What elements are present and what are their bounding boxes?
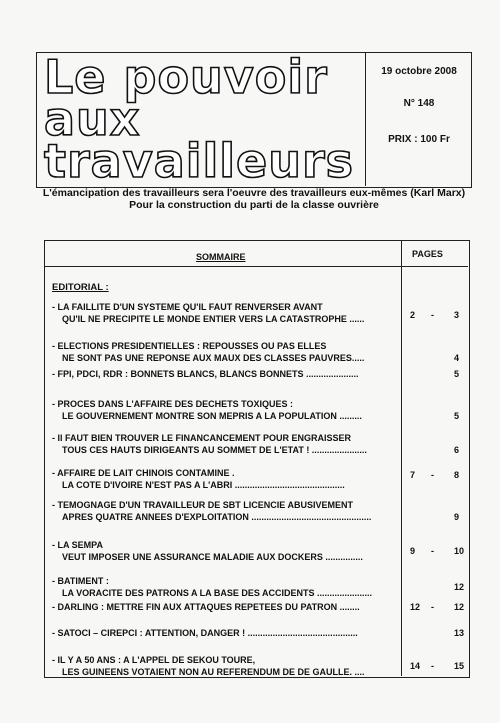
toc-entry-line: NE SONT PAS UNE REPONSE AUX MAUX DES CLASSES PAUVRES.....	[62, 352, 365, 363]
toc-page-range-dash: -	[431, 546, 434, 556]
toc-entry	[52, 399, 402, 422]
toc-entry-line: - ELECTIONS PRESIDENTIELLES : REPOUSSES OU PAS ELLES	[52, 341, 327, 351]
toc-entry-line: LA VORACITE DES PATRONS A LA BASE DES ACCIDENTS ......................	[62, 587, 373, 598]
toc-entry-line: - IL Y A 50 ANS : A L'APPEL DE SEKOU TOURE,	[52, 655, 256, 665]
toc-page-end: 12	[454, 602, 465, 612]
toc-entry	[52, 302, 402, 325]
toc-entry-line: - BATIMENT :	[52, 576, 109, 586]
toc-entry-line: QU'IL NE PRECIPITE LE MONDE ENTIER VERS LA CATASTROPHE ......	[62, 313, 365, 324]
toc-entry-line: TOUS CES HAUTS DIRIGEANTS AU SOMMET DE L'ETAT ! ......................	[62, 444, 367, 455]
issue-price: PRIX : 100 Fr	[388, 134, 450, 145]
toc-entry-line: - AFFAIRE DE LAIT CHINOIS CONTAMINE .	[52, 468, 235, 478]
toc-page-range-dash: -	[431, 470, 434, 480]
toc-entry	[52, 655, 402, 678]
toc-page-number: 12	[454, 582, 465, 592]
issue-date: 19 octobre 2008	[381, 66, 457, 77]
toc-entry	[52, 540, 402, 563]
issue-number: N° 148	[403, 98, 435, 109]
toc-entry-line: - DARLING : METTRE FIN AUX ATTAQUES REPETEES DU PATRON ........	[52, 602, 360, 612]
toc-page-number: 5	[454, 411, 460, 421]
toc-entry	[52, 468, 402, 491]
toc-entry-line: - LA SEMPA	[52, 540, 103, 550]
toc-page-number: 9	[454, 512, 460, 522]
toc-page-number: 13	[454, 628, 465, 638]
toc-page-start: 12	[410, 602, 421, 612]
toc-header-rule	[44, 266, 468, 267]
toc-page-number: 4	[454, 353, 460, 363]
toc-section-label: EDITORIAL :	[52, 282, 109, 293]
toc-entry-line: LES GUINEENS VOTAIENT NON AU REFERENDUM DE DE GAULLE. ....	[62, 666, 365, 677]
toc-entry	[52, 341, 402, 364]
toc-entry-line: - TEMOGNAGE D'UN TRAVAILLEUR DE SBT LICENCIE ABUSIVEMENT	[52, 500, 353, 510]
toc-entry-line: LE GOUVERNEMENT MONTRE SON MEPRIS A LA POPULATION .........	[62, 410, 362, 421]
toc-page-start: 2	[410, 310, 416, 320]
toc-page-start: 7	[410, 470, 416, 480]
toc-title: SOMMAIRE	[196, 252, 246, 262]
toc-entry-line: - SATOCI – CIREPCI : ATTENTION, DANGER ! ............................................	[52, 628, 358, 638]
toc-page-range-dash: -	[431, 602, 434, 612]
toc-page-range-dash: -	[431, 661, 434, 671]
toc-page-end: 3	[454, 310, 460, 320]
toc-pages-title: PAGES	[412, 249, 443, 259]
toc-entry	[52, 433, 402, 456]
toc-entry	[52, 369, 402, 381]
toc-page-range-dash: -	[431, 310, 434, 320]
toc-entry-line: - PROCES DANS L'AFFAIRE DES DECHETS TOXIQUES :	[52, 399, 294, 409]
toc-page-end: 15	[454, 661, 465, 671]
masthead-divider	[365, 52, 366, 186]
tagline-quote: L'émancipation des travailleurs sera l'oeuvre des travailleurs eux-mêmes (Karl Marx)	[42, 187, 466, 199]
toc-page-number: 5	[454, 369, 460, 379]
masthead-title-line-1: Le pouvoir	[44, 50, 328, 104]
masthead-title-line-3: travailleurs	[44, 134, 355, 188]
toc-entry-line: APRES QUATRE ANNEES D'EXPLOITATION ................................................	[62, 511, 372, 522]
toc-entry	[52, 628, 402, 640]
toc-entry-line: VEUT IMPOSER UNE ASSURANCE MALADIE AUX DOCKERS ...............	[62, 551, 363, 562]
toc-entry-line: - FPI, PDCI, RDR : BONNETS BLANCS, BLANCS BONNETS .....................	[52, 369, 359, 379]
toc-entry-line: - Il FAUT BIEN TROUVER LE FINANCANCEMENT POUR ENGRAISSER	[52, 433, 352, 443]
toc-entry-line: - LA FAILLITE D'UN SYSTEME QU'IL FAUT RENVERSER AVANT	[52, 302, 323, 312]
toc-page-start: 14	[410, 661, 421, 671]
toc-page-end: 10	[454, 546, 465, 556]
tagline-mission: Pour la construction du parti de la classe ouvrière	[129, 199, 379, 211]
toc-page-start: 9	[410, 546, 416, 556]
toc-entry	[52, 602, 402, 614]
toc-entry	[52, 576, 402, 599]
masthead-title-line-2: aux	[44, 92, 141, 146]
toc-page-number: 6	[454, 445, 460, 455]
toc-entry-line: LA COTE D'IVOIRE N'EST PAS A L'ABRI ............................................	[62, 479, 345, 490]
toc-page-end: 8	[454, 470, 460, 480]
toc-entry	[52, 500, 402, 523]
